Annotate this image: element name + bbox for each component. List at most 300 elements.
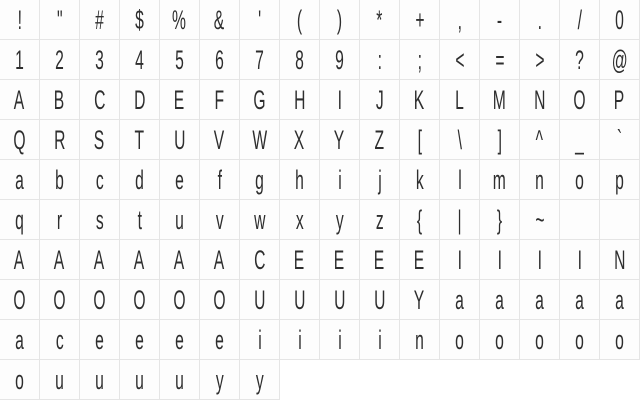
glyph: A: [14, 245, 25, 275]
glyph-cell: [80, 360, 120, 400]
glyph-cell: [480, 280, 520, 320]
glyph: =: [494, 45, 505, 75]
glyph-cell: [360, 320, 400, 360]
glyph: k: [415, 165, 424, 195]
glyph: I: [577, 245, 582, 275]
glyph-cell: [0, 320, 40, 360]
empty-glyph-cell: [600, 200, 640, 240]
glyph: `: [616, 125, 623, 155]
glyph-cell: [440, 80, 480, 120]
glyph: !: [17, 5, 22, 35]
glyph: 3: [95, 45, 104, 75]
glyph: e: [95, 325, 104, 355]
glyph-cell: [440, 240, 480, 280]
glyph-cell: [480, 320, 520, 360]
glyph: S: [94, 125, 105, 155]
glyph: .: [537, 5, 542, 35]
glyph: ?: [575, 45, 584, 75]
glyph: v: [215, 205, 224, 235]
glyph: U: [333, 285, 346, 315]
glyph: i: [297, 325, 302, 355]
glyph-cell: [80, 80, 120, 120]
glyph-cell: [400, 280, 440, 320]
glyph-cell: [360, 200, 400, 240]
glyph: A: [14, 85, 25, 115]
glyph: g: [255, 165, 264, 195]
glyph: u: [175, 365, 184, 395]
glyph-cell: [160, 0, 200, 40]
glyph: C: [253, 245, 266, 275]
glyph: A: [54, 245, 65, 275]
glyph-row: [0, 120, 640, 160]
glyph: X: [294, 125, 305, 155]
glyph-cell: [120, 280, 160, 320]
glyph-cell: [440, 120, 480, 160]
glyph-cell: [40, 160, 80, 200]
glyph-cell: [200, 360, 240, 400]
glyph: [: [417, 125, 422, 155]
glyph-cell: [600, 280, 640, 320]
glyph: G: [253, 85, 266, 115]
glyph-cell: [80, 240, 120, 280]
glyph-cell: [200, 200, 240, 240]
glyph-cell: [520, 80, 560, 120]
glyph-cell: [480, 80, 520, 120]
glyph-cell: [280, 40, 320, 80]
glyph-cell: [600, 0, 640, 40]
glyph-cell: [600, 320, 640, 360]
glyph-cell: [360, 0, 400, 40]
glyph-cell: [200, 280, 240, 320]
glyph: i: [337, 165, 342, 195]
glyph: *: [376, 5, 383, 35]
glyph-cell: [120, 200, 160, 240]
glyph: Q: [13, 125, 26, 155]
glyph: 7: [255, 45, 264, 75]
glyph-cell: [600, 240, 640, 280]
glyph-cell: [520, 40, 560, 80]
glyph: W: [252, 125, 267, 155]
glyph-cell: [240, 80, 280, 120]
glyph-cell: [600, 80, 640, 120]
glyph-cell: [320, 120, 360, 160]
glyph-cell: [280, 240, 320, 280]
glyph: y: [335, 205, 344, 235]
glyph: a: [15, 165, 24, 195]
glyph: <: [454, 45, 465, 75]
glyph-cell: [200, 320, 240, 360]
glyph: b: [55, 165, 64, 195]
glyph: a: [15, 325, 24, 355]
glyph: a: [615, 285, 624, 315]
glyph-cell: [120, 160, 160, 200]
glyph: +: [414, 5, 425, 35]
glyph: o: [15, 365, 24, 395]
glyph-cell: [0, 80, 40, 120]
glyph: u: [135, 365, 144, 395]
glyph: L: [455, 85, 464, 115]
glyph-cell: [240, 120, 280, 160]
glyph-cell: [200, 80, 240, 120]
glyph: y: [215, 365, 224, 395]
glyph-cell: [560, 120, 600, 160]
glyph: E: [414, 245, 425, 275]
glyph: a: [535, 285, 544, 315]
glyph: o: [575, 165, 584, 195]
glyph: f: [217, 165, 222, 195]
glyph: 1: [15, 45, 24, 75]
glyph: E: [334, 245, 345, 275]
glyph-cell: [560, 40, 600, 80]
glyph-row: [0, 280, 640, 320]
glyph-row: [0, 200, 640, 240]
glyph-cell: [440, 280, 480, 320]
glyph: N: [613, 245, 626, 275]
glyph-cell: [600, 40, 640, 80]
glyph: p: [615, 165, 624, 195]
glyph-cell: [120, 80, 160, 120]
glyph: t: [137, 205, 142, 235]
glyph: P: [614, 85, 625, 115]
glyph-cell: [160, 320, 200, 360]
glyph: i: [337, 325, 342, 355]
glyph-row: [0, 360, 640, 400]
glyph-cell: [280, 80, 320, 120]
glyph-cell: [40, 240, 80, 280]
glyph: D: [133, 85, 146, 115]
glyph-cell: [200, 120, 240, 160]
glyph-cell: [440, 160, 480, 200]
glyph-cell: [40, 200, 80, 240]
glyph-cell: [40, 360, 80, 400]
glyph-cell: [120, 240, 160, 280]
glyph: :: [377, 45, 382, 75]
glyph-cell: [120, 320, 160, 360]
glyph: ": [56, 5, 63, 35]
glyph-row: [0, 320, 640, 360]
glyph: U: [293, 285, 306, 315]
glyph: 9: [335, 45, 344, 75]
glyph-cell: [320, 80, 360, 120]
glyph: Y: [334, 125, 345, 155]
glyph-cell: [240, 360, 280, 400]
glyph: i: [257, 325, 262, 355]
glyph: E: [174, 85, 185, 115]
glyph: 6: [215, 45, 224, 75]
glyph-cell: [600, 160, 640, 200]
glyph: a: [455, 285, 464, 315]
glyph-cell: [240, 200, 280, 240]
glyph: K: [414, 85, 425, 115]
glyph: ,: [457, 5, 462, 35]
glyph-cell: [40, 80, 80, 120]
glyph: 4: [135, 45, 144, 75]
glyph-cell: [480, 120, 520, 160]
glyph: d: [135, 165, 144, 195]
glyph-row: [0, 40, 640, 80]
glyph-cell: [40, 0, 80, 40]
glyph: ]: [497, 125, 502, 155]
glyph-row: [0, 0, 640, 40]
glyph: O: [53, 285, 66, 315]
glyph-cell: [240, 280, 280, 320]
glyph: I: [457, 245, 462, 275]
glyph: Z: [374, 125, 385, 155]
glyph-cell: [560, 240, 600, 280]
glyph-cell: [0, 160, 40, 200]
glyph-cell: [200, 0, 240, 40]
glyph: m: [492, 165, 507, 195]
glyph: O: [93, 285, 106, 315]
glyph-cell: [280, 280, 320, 320]
glyph-cell: [0, 40, 40, 80]
glyph: A: [174, 245, 185, 275]
glyph-cell: [360, 240, 400, 280]
glyph-cell: [520, 280, 560, 320]
glyph-cell: [400, 0, 440, 40]
glyph-cell: [560, 160, 600, 200]
glyph: I: [497, 245, 502, 275]
glyph-cell: [400, 40, 440, 80]
glyph: E: [374, 245, 385, 275]
glyph: j: [377, 165, 382, 195]
glyph: i: [377, 325, 382, 355]
glyph: o: [455, 325, 464, 355]
glyph-cell: [160, 240, 200, 280]
glyph: e: [215, 325, 224, 355]
glyph: U: [373, 285, 386, 315]
glyph-cell: [240, 0, 280, 40]
glyph: A: [134, 245, 145, 275]
glyph: F: [214, 85, 225, 115]
glyph-cell: [480, 0, 520, 40]
glyph-row: [0, 80, 640, 120]
glyph: u: [55, 365, 64, 395]
glyph: 8: [295, 45, 304, 75]
glyph-cell: [360, 120, 400, 160]
glyph-cell: [80, 280, 120, 320]
glyph-cell: [160, 160, 200, 200]
glyph: c: [55, 325, 64, 355]
glyph-cell: [80, 320, 120, 360]
glyph-cell: [360, 160, 400, 200]
glyph-cell: [40, 40, 80, 80]
glyph-cell: [240, 40, 280, 80]
glyph-cell: [40, 280, 80, 320]
glyph: o: [535, 325, 544, 355]
glyph-cell: [320, 40, 360, 80]
glyph-cell: [160, 280, 200, 320]
glyph: A: [94, 245, 105, 275]
glyph-cell: [520, 120, 560, 160]
glyph: T: [134, 125, 145, 155]
glyph-cell: [480, 200, 520, 240]
glyph: r: [56, 205, 63, 235]
glyph: #: [95, 5, 104, 35]
glyph-cell: [560, 0, 600, 40]
glyph-cell: [400, 320, 440, 360]
glyph-cell: [160, 200, 200, 240]
glyph-cell: [440, 200, 480, 240]
glyph-cell: [440, 40, 480, 80]
glyph-cell: [0, 280, 40, 320]
glyph: &: [214, 5, 225, 35]
glyph: N: [533, 85, 546, 115]
glyph-cell: [0, 200, 40, 240]
glyph-cell: [400, 120, 440, 160]
glyph: H: [293, 85, 306, 115]
glyph: O: [173, 285, 186, 315]
glyph: y: [255, 365, 264, 395]
glyph-cell: [160, 360, 200, 400]
glyph-cell: [320, 320, 360, 360]
glyph-cell: [280, 160, 320, 200]
glyph: n: [415, 325, 424, 355]
glyph: 2: [55, 45, 64, 75]
glyph-cell: [160, 40, 200, 80]
empty-glyph-cell: [560, 200, 600, 240]
glyph: $: [135, 5, 144, 35]
glyph: o: [495, 325, 504, 355]
glyph: q: [15, 205, 24, 235]
glyph-cell: [320, 200, 360, 240]
glyph-cell: [400, 160, 440, 200]
glyph-cell: [40, 320, 80, 360]
glyph: J: [375, 85, 384, 115]
glyph-cell: [160, 80, 200, 120]
glyph-cell: [120, 120, 160, 160]
glyph: e: [135, 325, 144, 355]
glyph: O: [133, 285, 146, 315]
glyph: U: [173, 125, 186, 155]
glyph: u: [175, 205, 184, 235]
glyph: s: [95, 205, 104, 235]
glyph-cell: [160, 120, 200, 160]
glyph-cell: [560, 80, 600, 120]
glyph-cell: [280, 320, 320, 360]
glyph-row: [0, 240, 640, 280]
glyph-cell: [480, 40, 520, 80]
glyph: o: [575, 325, 584, 355]
glyph-cell: [320, 0, 360, 40]
glyph: @: [611, 45, 628, 75]
glyph: O: [213, 285, 226, 315]
glyph-cell: [360, 80, 400, 120]
glyph-cell: [80, 120, 120, 160]
glyph-cell: [520, 0, 560, 40]
glyph: h: [295, 165, 304, 195]
glyph-cell: [320, 160, 360, 200]
glyph: E: [294, 245, 305, 275]
glyph: u: [95, 365, 104, 395]
glyph: ): [336, 5, 343, 35]
glyph-cell: [280, 0, 320, 40]
glyph: (: [296, 5, 303, 35]
glyph-cell: [0, 0, 40, 40]
glyph-cell: [360, 280, 400, 320]
glyph-cell: [360, 40, 400, 80]
glyph: o: [615, 325, 624, 355]
glyph-cell: [520, 160, 560, 200]
glyph-cell: [440, 320, 480, 360]
glyph: ': [258, 5, 261, 35]
glyph-cell: [240, 160, 280, 200]
glyph: R: [53, 125, 66, 155]
glyph: V: [214, 125, 225, 155]
glyph: x: [295, 205, 304, 235]
glyph-cell: [520, 240, 560, 280]
glyph: 0: [615, 5, 624, 35]
glyph: z: [375, 205, 384, 235]
glyph: c: [95, 165, 104, 195]
glyph: I: [337, 85, 342, 115]
glyph: w: [253, 205, 266, 235]
glyph: _: [575, 125, 584, 155]
glyph-cell: [280, 120, 320, 160]
glyph: \: [457, 125, 462, 155]
glyph: U: [253, 285, 266, 315]
glyph: A: [214, 245, 225, 275]
glyph-cell: [40, 120, 80, 160]
glyph: a: [495, 285, 504, 315]
glyph-cell: [80, 0, 120, 40]
glyph-cell: [480, 240, 520, 280]
glyph: n: [535, 165, 544, 195]
glyph: O: [13, 285, 26, 315]
glyph-cell: [80, 160, 120, 200]
glyph-cell: [320, 280, 360, 320]
glyph-cell: [200, 240, 240, 280]
glyph-cell: [240, 320, 280, 360]
glyph-cell: [240, 240, 280, 280]
glyph-cell: [80, 40, 120, 80]
glyph: |: [457, 205, 462, 235]
glyph: -: [496, 5, 503, 35]
glyph-cell: [480, 160, 520, 200]
glyph-cell: [520, 200, 560, 240]
glyph: O: [573, 85, 586, 115]
glyph-cell: [400, 80, 440, 120]
glyph-cell: [120, 360, 160, 400]
glyph-cell: [200, 160, 240, 200]
glyph: e: [175, 165, 184, 195]
glyph-cell: [120, 0, 160, 40]
glyph: B: [54, 85, 65, 115]
glyph: ;: [417, 45, 422, 75]
glyph-row: [0, 160, 640, 200]
glyph: e: [175, 325, 184, 355]
glyph-cell: [440, 0, 480, 40]
glyph: I: [537, 245, 542, 275]
glyph-cell: [320, 240, 360, 280]
glyph-cell: [400, 240, 440, 280]
glyph-cell: [120, 40, 160, 80]
glyph: }: [496, 205, 503, 235]
glyph-cell: [80, 200, 120, 240]
glyph: a: [575, 285, 584, 315]
glyph-cell: [0, 120, 40, 160]
glyph: ~: [534, 205, 545, 235]
glyph-cell: [560, 320, 600, 360]
glyph-cell: [560, 280, 600, 320]
glyph: /: [577, 5, 582, 35]
glyph: C: [93, 85, 106, 115]
glyph: 5: [175, 45, 184, 75]
glyph-cell: [0, 360, 40, 400]
glyph: ^: [535, 125, 544, 155]
glyph: M: [492, 85, 507, 115]
glyph-cell: [600, 120, 640, 160]
